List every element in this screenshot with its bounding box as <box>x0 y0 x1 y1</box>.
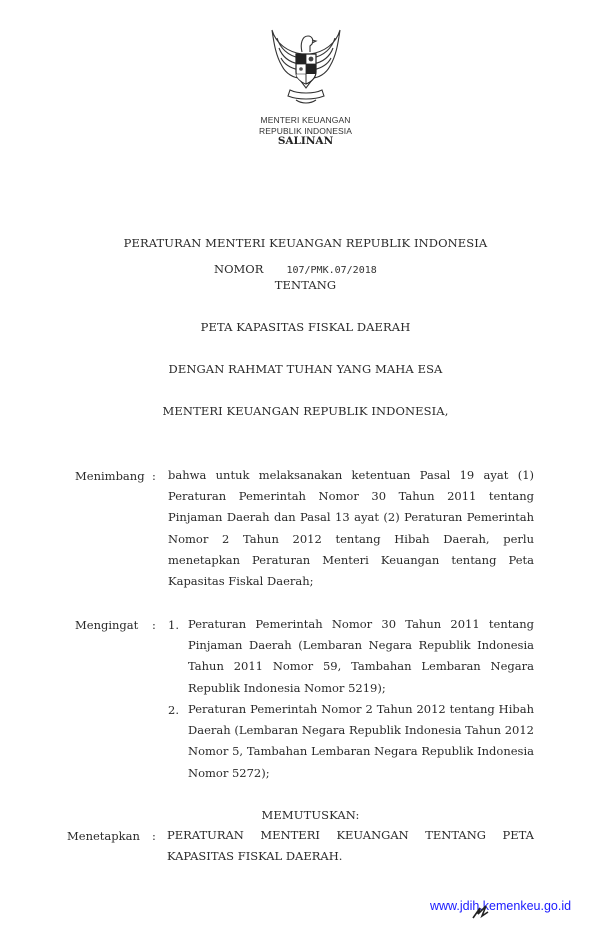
text-line: Peraturan Pemerintah Nomor 30 Tahun 2011 tentang <box>168 489 534 504</box>
jdih-website-link[interactable]: www.jdih.kemenkeu.go.id <box>430 899 572 913</box>
memutuskan-heading: MEMUTUSKAN: <box>261 808 360 822</box>
menetapkan-colon: : <box>152 829 156 843</box>
authority: MENTERI KEUANGAN REPUBLIK INDONESIA, <box>162 404 449 418</box>
text-line: Peraturan Pemerintah Nomor 2 Tahun 2012 tentang Hibah <box>188 702 534 716</box>
regulation-title: PERATURAN MENTERI KEUANGAN REPUBLIK INDONESIA <box>123 236 488 250</box>
text-line: PERATURAN MENTERI KEUANGAN TENTANG PETA <box>167 828 534 842</box>
text-line: Pinjaman Daerah (Lembaran Negara Republik Indonesia <box>188 638 534 653</box>
text-line: Kapasitas Fiskal Daerah; <box>168 573 314 588</box>
garuda-emblem-icon <box>266 24 346 110</box>
text-line: Nomor 5272); <box>188 765 270 780</box>
text-line: menetapkan Peraturan Menteri Keuangan tentang Peta <box>168 552 534 567</box>
salinan-stamp: SALINAN <box>277 135 334 147</box>
text-line: Nomor 5, Tambahan Lembaran Negara Republik Indonesia <box>188 744 534 759</box>
org-name-line-2: REPUBLIK INDONESIA <box>259 126 352 136</box>
list-number: 1. <box>168 618 179 632</box>
text-line: Peraturan Pemerintah Nomor 30 Tahun 2011 tentang <box>188 617 534 631</box>
text-line: Tahun 2011 Nomor 59, Tambahan Lembaran Negara <box>188 659 534 674</box>
org-name-line-1: MENTERI KEUANGAN <box>260 115 351 125</box>
menimbang-colon: : <box>152 469 156 483</box>
text-line: Nomor 2 Tahun 2012 tentang Hibah Daerah, perlu <box>168 531 534 546</box>
text-line: Pinjaman Daerah dan Pasal 13 ayat (2) Peraturan Pemerintah <box>168 510 534 525</box>
regulation-subject: PETA KAPASITAS FISKAL DAERAH <box>200 320 411 334</box>
menimbang-label: Menimbang <box>75 469 145 483</box>
tentang-heading: TENTANG <box>274 278 337 292</box>
mengingat-label: Mengingat <box>75 618 139 632</box>
menimbang-text <box>168 465 534 592</box>
menetapkan-text <box>167 825 534 867</box>
text-line: Republik Indonesia Nomor 5219); <box>188 680 386 695</box>
text-line: KAPASITAS FISKAL DAERAH. <box>167 849 343 864</box>
menetapkan-label: Menetapkan <box>67 829 140 843</box>
mengingat-colon: : <box>152 618 156 632</box>
mengingat-item-1 <box>188 614 534 699</box>
list-number: 2. <box>168 703 179 717</box>
paraf-signature-icon <box>470 904 492 920</box>
invocation: DENGAN RAHMAT TUHAN YANG MAHA ESA <box>168 362 443 376</box>
text-line: bahwa untuk melaksanakan ketentuan Pasal 19 ayat (1) <box>168 468 534 482</box>
text-line: Daerah (Lembaran Negara Republik Indonesia Tahun 2012 <box>188 723 534 738</box>
mengingat-item-2 <box>188 699 534 784</box>
nomor-label: NOMOR <box>214 262 264 276</box>
nomor-line <box>214 258 377 277</box>
nomor-value: 107/PMK.07/2018 <box>286 265 377 276</box>
